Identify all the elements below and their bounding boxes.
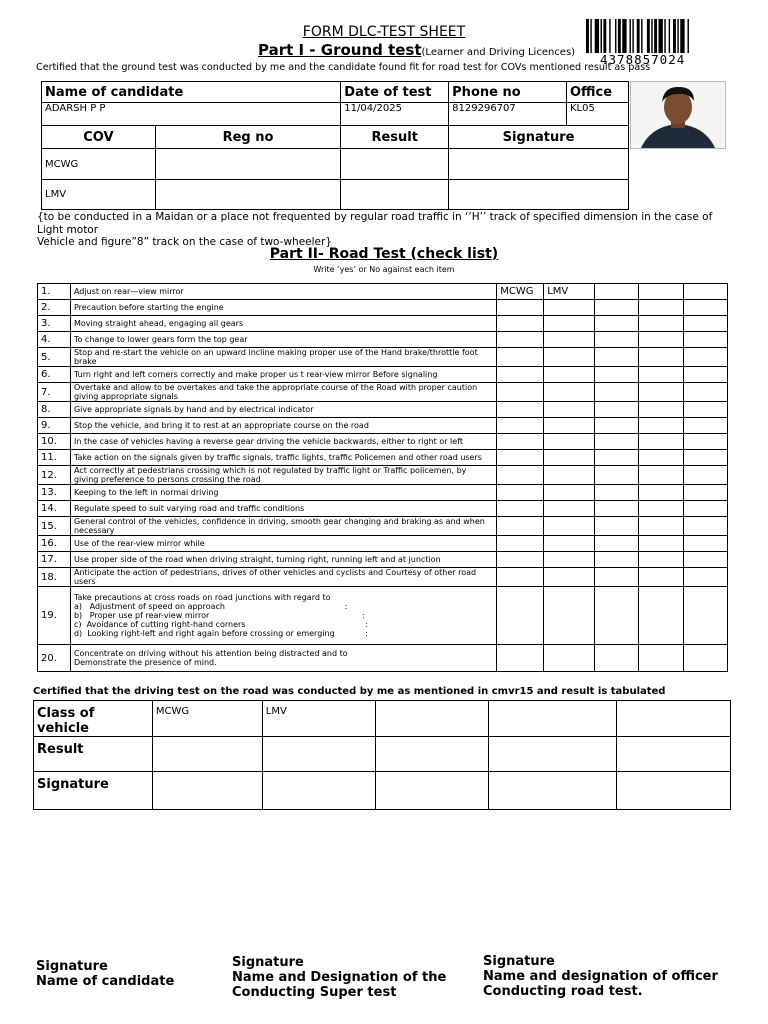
office-value: KL05 [567,103,629,126]
answer-cell [639,383,684,402]
barcode-bar [647,19,650,53]
answer-cell [639,645,684,672]
reg-no-cell [155,149,341,180]
answer-cell [684,367,728,383]
candidate-table [41,81,629,210]
maidan-note: {to be conducted in a Maidan or a place not frequented by regular road traffic in ‘’H’’ track of specified dimension in the case of Light motor Vehicle and figure”8” track on the case of two-wheeler} [37,211,713,248]
checklist-row [38,434,728,450]
barcode-bar [654,19,657,53]
checklist-row [38,485,728,501]
sig-line: Name of candidate [36,974,175,989]
answer-cell [684,536,728,552]
answer-cell [595,402,639,418]
checklist-item-number: 18. [38,568,71,587]
barcode-bar [603,19,606,53]
checklist-item-text: Turn right and left corners correctly and make proper us t rear-view mirror Before signaling [70,367,496,383]
checklist-item-number: 9. [38,418,71,434]
answer-cell [544,418,595,434]
checklist-item-number: 12. [38,466,71,485]
checklist-item-number: 14. [38,501,71,517]
empty-cell [489,701,617,737]
road-test-certification: Certified that the driving test on the road was conducted by me as mentioned in cmvr15 and result is tabulated [33,686,666,697]
answer-cell [595,517,639,536]
answer-cell [595,300,639,316]
answer-cell [497,485,544,501]
checklist-row [38,552,728,568]
answer-cell [497,316,544,332]
answer-cell [595,348,639,367]
result-label: Result [34,737,153,772]
answer-cell [639,316,684,332]
answer-cell [544,645,595,672]
answer-cell [595,383,639,402]
answer-cell [497,434,544,450]
mcwg-column-header: MCWG [497,284,544,300]
checklist-row [38,645,728,672]
reg-no-cell [155,180,341,210]
checklist-item-text: Take action on the signals given by traffic signals, traffic lights, traffic Policemen and other road users [70,450,496,466]
empty-cell [152,737,262,772]
barcode [586,19,722,53]
barcode-bar [590,19,591,53]
checklist-item-number: 7. [38,383,71,402]
answer-cell [684,450,728,466]
answer-cell [639,450,684,466]
checklist-item-text: Keeping to the left in normal driving [70,485,496,501]
barcode-bar [615,19,616,53]
super-test-signature-block [232,955,446,1000]
office-label: Office [567,82,629,103]
empty-cell [152,772,262,810]
officer-signature-block [483,954,718,999]
barcode-bar [651,19,652,53]
answer-cell [497,587,544,645]
answer-cell [639,402,684,418]
checklist-item-text: Precaution before starting the engine [70,300,496,316]
barcode-bar [680,19,684,53]
checklist-item-text: Anticipate the action of pedestrians, drives of other vehicles and cyclists and Courtesy of other road users [70,568,496,587]
checklist-row [38,332,728,348]
answer-cell [684,418,728,434]
checklist-item-text: Give appropriate signals by hand and by electrical indicator [70,402,496,418]
answer-cell [497,466,544,485]
answer-cell [497,450,544,466]
answer-cell [595,485,639,501]
checklist-item-text: Stop and re-start the vehicle on an upward incline making proper use of the Hand brake/throttle foot brake [70,348,496,367]
answer-cell [497,517,544,536]
answer-cell [684,316,728,332]
result-cell [341,149,449,180]
checklist-item-text: To change to lower gears form the top gear [70,332,496,348]
barcode-bar [618,19,621,53]
answer-cell [639,300,684,316]
checklist-row [38,568,728,587]
answer-cell [544,383,595,402]
answer-cell [544,501,595,517]
cov-header: COV [42,126,156,149]
answer-cell [595,552,639,568]
candidate-signature-block [36,959,174,989]
empty-cell [262,772,375,810]
checklist-row [38,587,728,645]
answer-cell [497,383,544,402]
class-of-vehicle-label: Class of vehicle [34,701,153,737]
answer-cell [544,434,595,450]
answer-cell [684,300,728,316]
phone-value: 8129296707 [449,103,567,126]
checklist-row [38,284,728,300]
answer-cell [544,552,595,568]
answer-cell [544,568,595,587]
checklist-item-number: 16. [38,536,71,552]
answer-cell [684,434,728,450]
answer-cell [595,645,639,672]
barcode-bars [586,19,722,53]
barcode-bar [637,19,640,53]
barcode-bar [673,19,676,53]
answer-cell [497,402,544,418]
checklist-row [38,418,728,434]
answer-cell [684,501,728,517]
part1-title-text: Part I - Ground test [258,41,422,59]
lmv-column-header: LMV [544,284,595,300]
checklist-item-text: Use of the rear-view mirror while [70,536,496,552]
sig-line: Signature [232,955,304,970]
checklist-row [38,300,728,316]
answer-cell [639,332,684,348]
checklist-row [38,402,728,418]
answer-cell [684,383,728,402]
checklist-item-number: 6. [38,367,71,383]
answer-cell [497,348,544,367]
checklist-row [38,383,728,402]
checklist-table [37,283,728,672]
answer-cell [639,367,684,383]
checklist-row [38,517,728,536]
answer-cell [544,332,595,348]
answer-cell [497,501,544,517]
signature-label: Signature [34,772,153,810]
checklist-item-number: 19. [38,587,71,645]
result-cell [341,180,449,210]
class-mcwg: MCWG [152,701,262,737]
answer-cell [684,485,728,501]
barcode-bar [586,19,589,53]
checklist-row [38,348,728,367]
checklist-item-number: 20. [38,645,71,672]
result-header: Result [341,126,449,149]
checklist-item-number: 3. [38,316,71,332]
answer-cell [544,367,595,383]
answer-cell [684,402,728,418]
checklist-item-number: 10. [38,434,71,450]
checklist-item-text: Overtake and allow to be overtakes and take the appropriate course of the Road with proper caution giving appropriate signals [70,383,496,402]
part2-title-text: Part II- Road Test (check list) [269,246,499,262]
checklist-item-number: 11. [38,450,71,466]
answer-cell [639,587,684,645]
sig-line: Signature [36,959,108,974]
class-lmv: LMV [262,701,375,737]
answer-cell [595,434,639,450]
answer-cell [639,517,684,536]
checklist-item-text: Use proper side of the road when driving straight, turning right, running left and at junction [70,552,496,568]
empty-cell [375,737,489,772]
answer-cell [544,316,595,332]
signature-cell [449,180,629,210]
answer-cell [544,402,595,418]
answer-cell [595,568,639,587]
answer-cell [639,536,684,552]
barcode-bar [601,19,602,53]
empty-cell [617,701,731,737]
answer-cell [595,536,639,552]
barcode-bar [630,19,631,53]
candidate-name-label: Name of candidate [42,82,341,103]
part1-title [258,41,575,59]
answer-cell [684,332,728,348]
checklist-item-text: In the case of vehicles having a reverse gear driving the vehicle backwards, either to right or left [70,434,496,450]
answer-cell [497,552,544,568]
barcode-bar [664,19,665,53]
part1-subtitle: (Learner and Driving Licences) [421,47,576,58]
empty-cell [489,772,617,810]
checklist-item-text: Moving straight ahead, engaging all gears [70,316,496,332]
empty-cell [617,772,731,810]
answer-cell [497,568,544,587]
answer-cell [497,645,544,672]
checklist-row [38,536,728,552]
answer-cell [544,587,595,645]
answer-cell [639,418,684,434]
checklist-item-number: 5. [38,348,71,367]
barcode-bar [595,19,599,53]
answer-cell [544,348,595,367]
part2-title [0,246,768,262]
phone-label: Phone no [449,82,567,103]
answer-cell [684,645,728,672]
answer-cell [595,501,639,517]
checklist-item-number: 13. [38,485,71,501]
answer-cell [639,434,684,450]
checklist-item-text: Act correctly at pedestrians crossing which is not regulated by traffic light or Traffic policemen, by giving preference to persons crossing the road [70,466,496,485]
barcode-bar [641,19,642,53]
signature-header: Signature [449,126,629,149]
answer-cell [684,517,728,536]
checklist-row [38,450,728,466]
barcode-number: 4378857024 [600,52,686,67]
answer-cell [595,284,639,300]
answer-cell [497,332,544,348]
checklist-item-number: 17. [38,552,71,568]
candidate-photo [630,81,726,149]
answer-cell [544,536,595,552]
answer-cell [595,367,639,383]
checklist-item-number: 2. [38,300,71,316]
checklist-item-text: Take precautions at cross roads on road junctions with regard to a) Adjustment of speed on approach : b) Proper use pf rear-view mirror : c) Avoidance of cutting right-hand corners : d) Looking right-left and right again before crossing or emerging : [70,587,496,645]
answer-cell [497,418,544,434]
answer-cell [544,300,595,316]
empty-cell [489,737,617,772]
answer-cell [595,466,639,485]
answer-cell [595,450,639,466]
answer-cell [639,284,684,300]
date-of-test-label: Date of test [341,82,449,103]
answer-cell [684,348,728,367]
answer-cell [497,536,544,552]
signature-cell [449,149,629,180]
barcode-bar [609,19,610,53]
empty-cell [375,701,489,737]
checklist-item-number: 1. [38,284,71,300]
date-of-test-value: 11/04/2025 [341,103,449,126]
empty-cell [375,772,489,810]
ground-test-certification: Certified that the ground test was conducted by me and the candidate found fit for road test for COVs mentioned result as pass [36,62,651,73]
checklist-row [38,316,728,332]
answer-cell [544,450,595,466]
answer-cell [639,348,684,367]
answer-cell [497,367,544,383]
empty-cell [262,737,375,772]
sig-line: Name and designation of officer [483,969,718,984]
barcode-bar [688,19,689,53]
answer-cell [684,568,728,587]
answer-cell [684,587,728,645]
part2-subtitle: Write ‘yes’ or No against each item [313,265,455,274]
checklist-item-text: Stop the vehicle, and bring it to rest at an appropriate course on the road [70,418,496,434]
sig-line: Conducting road test. [483,984,643,999]
checklist-row [38,367,728,383]
cov-row-lmv: LMV [42,180,156,210]
answer-cell [684,284,728,300]
answer-cell [639,552,684,568]
empty-cell [617,737,731,772]
sig-line: Name and Designation of the [232,970,447,985]
answer-cell [544,485,595,501]
checklist-row [38,466,728,485]
checklist-item-text: Adjust on rear—view mirror [70,284,496,300]
answer-cell [595,332,639,348]
answer-cell [497,300,544,316]
barcode-bar [669,19,670,53]
cov-row-mcwg: MCWG [42,149,156,180]
candidate-name-value: ADARSH P P [42,103,341,126]
form-title-text: FORM DLC-TEST SHEET [302,24,466,40]
sig-line: Signature [483,954,555,969]
checklist-item-number: 8. [38,402,71,418]
checklist-item-number: 15. [38,517,71,536]
checklist-row [38,501,728,517]
sig-line: Conducting Super test [232,985,397,1000]
answer-cell [639,466,684,485]
answer-cell [595,587,639,645]
answer-cell [544,517,595,536]
barcode-bar [632,19,633,53]
barcode-bar [659,19,663,53]
answer-cell [639,568,684,587]
checklist-item-text: Regulate speed to suit varying road and traffic conditions [70,501,496,517]
checklist-item-number: 4. [38,332,71,348]
barcode-bar [677,19,678,53]
answer-cell [639,485,684,501]
answer-cell [684,466,728,485]
checklist-item-text: Concentrate on driving without his attention being distracted and to Demonstrate the presence of mind. [70,645,496,672]
answer-cell [595,316,639,332]
answer-cell [595,418,639,434]
answer-cell [639,501,684,517]
answer-cell [544,466,595,485]
answer-cell [684,552,728,568]
result-table [33,700,731,810]
checklist-item-text: General control of the vehicles, confidence in driving, smooth gear changing and braking as and when necessary [70,517,496,536]
reg-no-header: Reg no [155,126,341,149]
barcode-bar [622,19,626,53]
